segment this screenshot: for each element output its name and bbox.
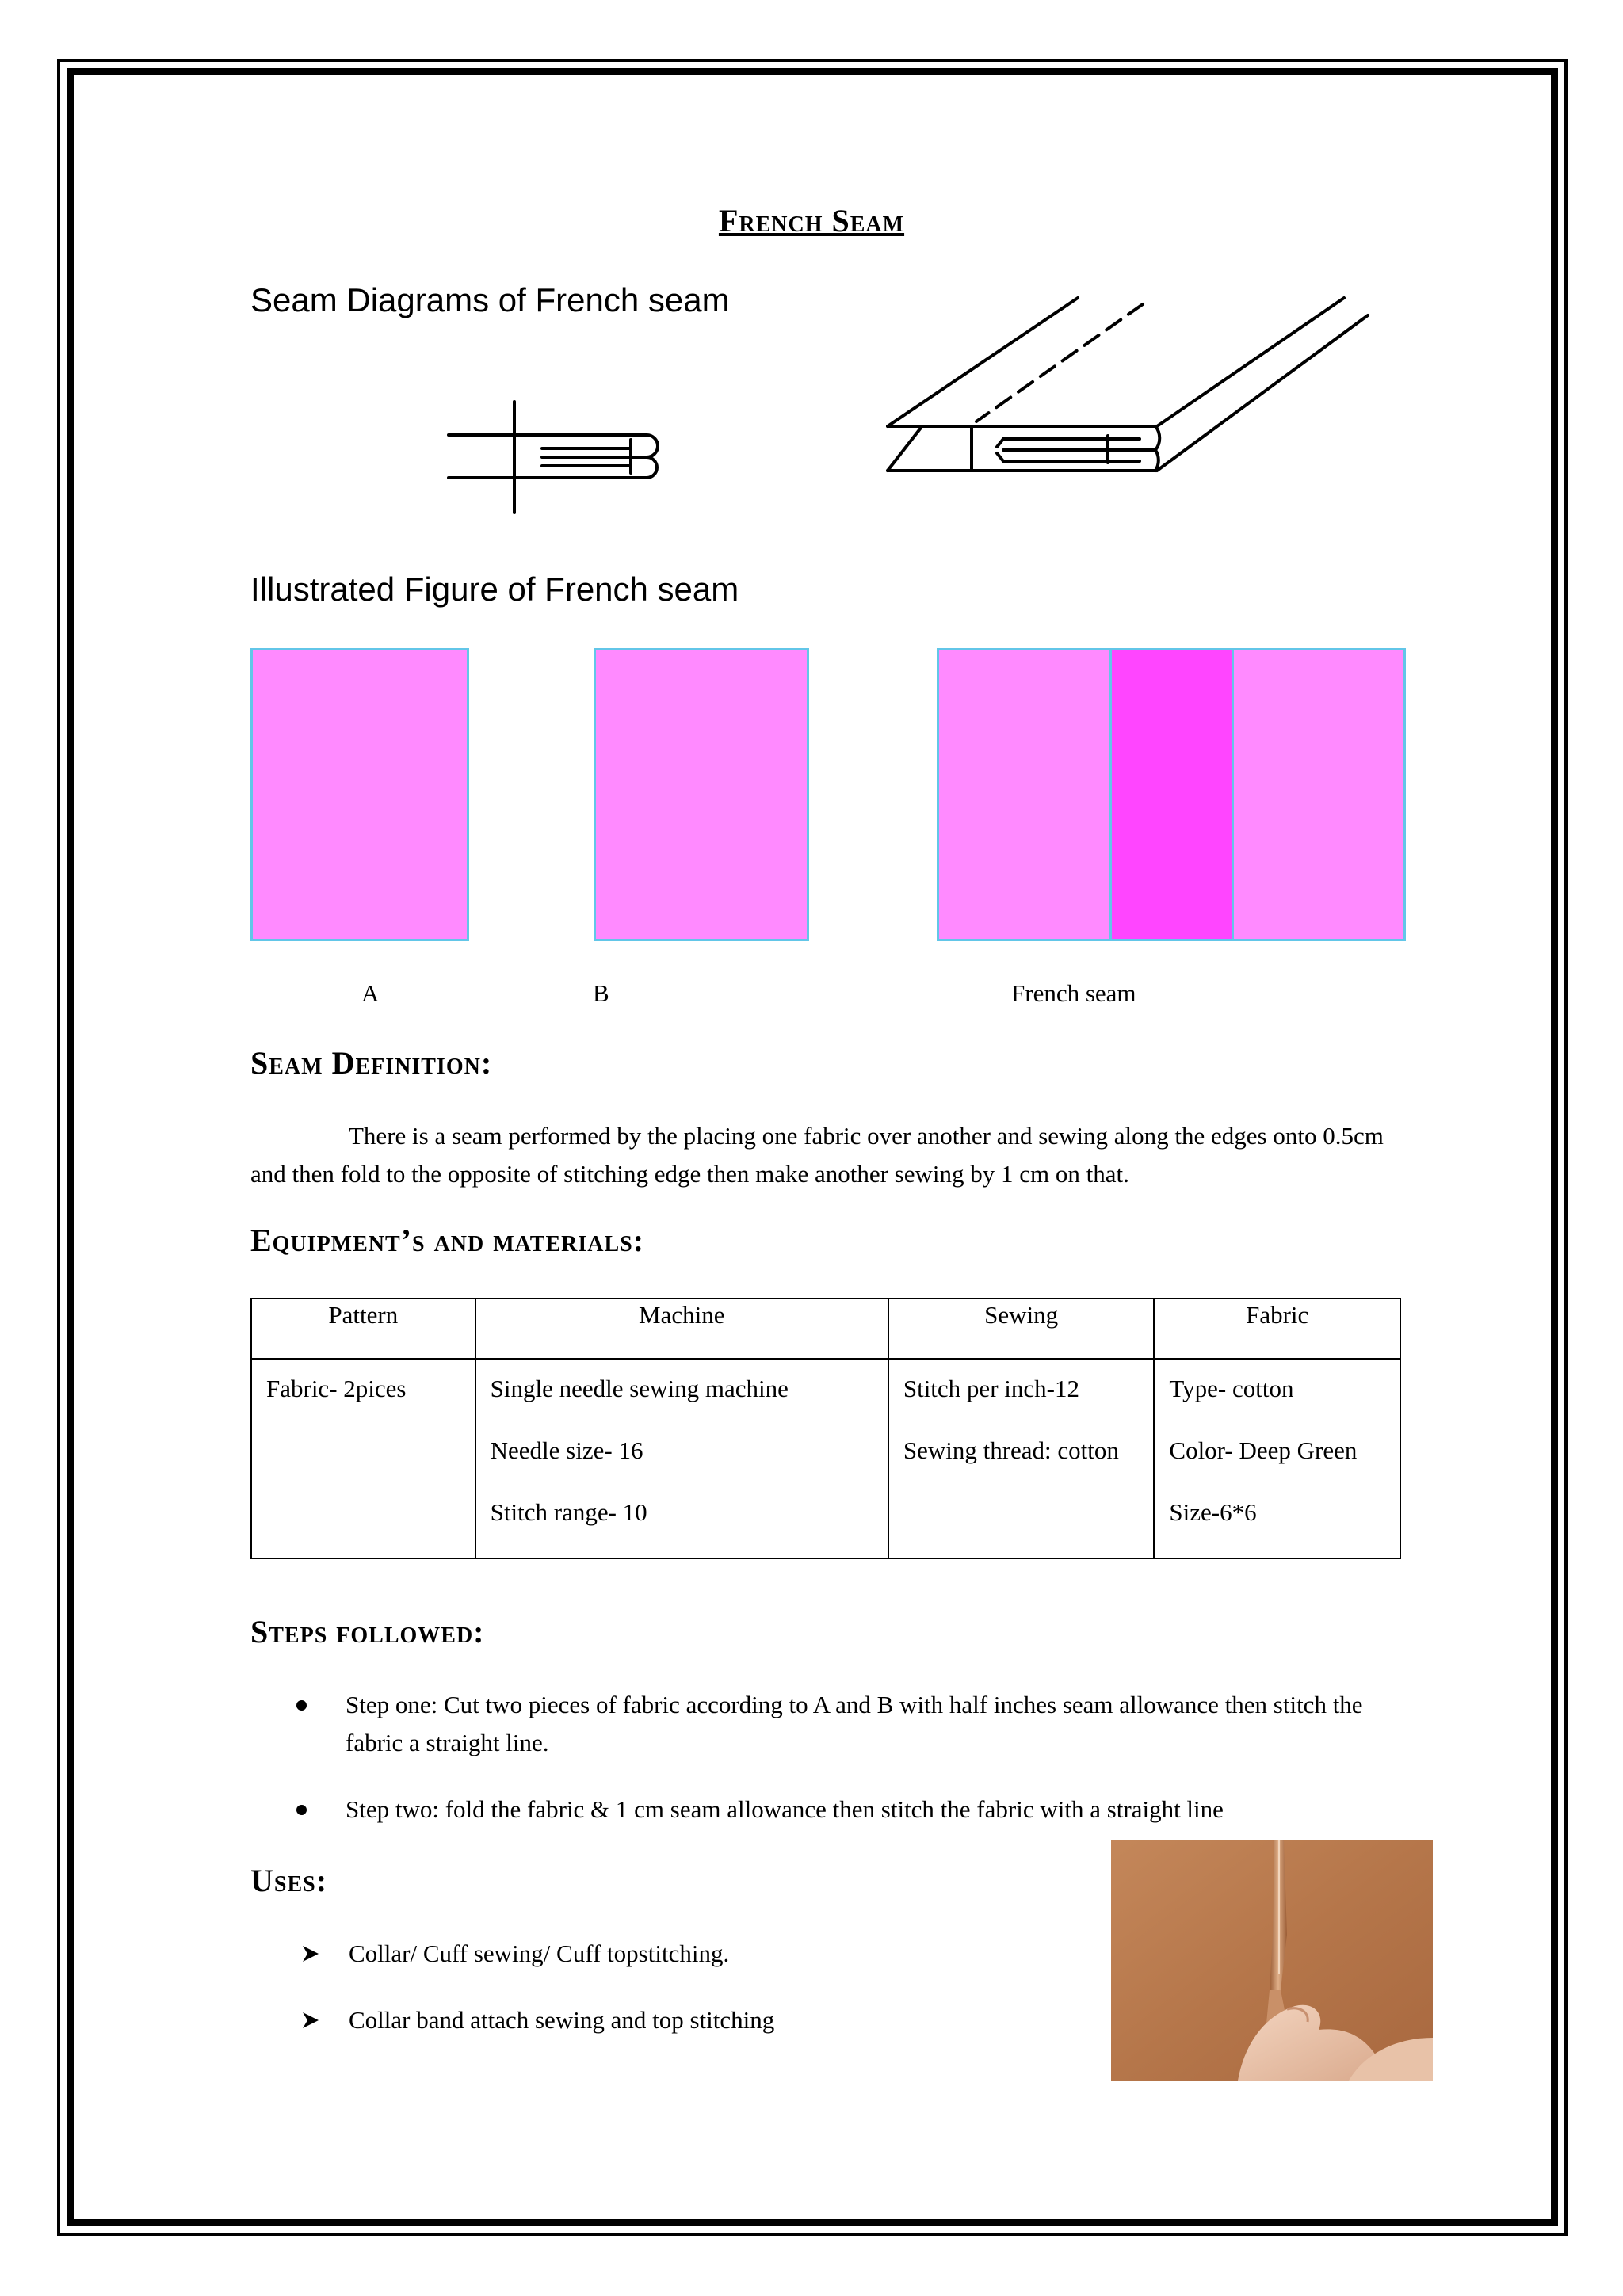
fabric-value: Size-6*6	[1169, 1498, 1257, 1526]
table-header-cell: Sewing	[888, 1299, 1155, 1359]
uses-heading: Uses:	[250, 1863, 328, 1898]
french-seam-fold-strip	[1109, 648, 1234, 941]
sewing-value: Stitch per inch-12	[903, 1375, 1079, 1402]
seam-definition-heading: Seam Definition:	[250, 1045, 493, 1081]
bullet-icon	[296, 1805, 307, 1815]
table-header-cell: Pattern	[251, 1299, 475, 1359]
arrowhead-right-icon	[301, 2011, 320, 2030]
equipment-table	[250, 1298, 1401, 1559]
bullet-icon	[296, 1700, 307, 1711]
machine-value: Stitch range- 10	[490, 1498, 647, 1526]
caption-a: A	[361, 979, 380, 1007]
page-title: French Seam	[718, 203, 905, 238]
caption-b: B	[593, 979, 609, 1007]
seam-perspective-diagram	[886, 295, 1377, 477]
step-item: Step one: Cut two pieces of fabric according to A and B with half inches seam allowance then stitch the fabric a straight line.	[346, 1691, 1363, 1756]
use-item: Collar band attach sewing and top stitching	[349, 2006, 775, 2034]
fabric-value: Color- Deep Green	[1169, 1436, 1358, 1464]
table-row	[251, 1359, 1400, 1558]
french-seam-photo-image	[1111, 1840, 1433, 2081]
arrowhead-right-icon	[301, 1944, 320, 1963]
table-header-cell: Machine	[475, 1299, 888, 1359]
seam-cross-section-diagram	[444, 400, 682, 517]
fabric-panel-a	[250, 648, 469, 941]
seam-diagrams-heading: Seam Diagrams of French seam	[250, 281, 730, 318]
sewing-cell	[888, 1359, 1155, 1558]
fabric-panel-b	[594, 648, 809, 941]
caption-french-seam: French seam	[1011, 979, 1136, 1007]
step-item: Step two: fold the fabric & 1 cm seam allowance then stitch the fabric with a straight line	[346, 1795, 1224, 1823]
sewing-value: Sewing thread: cotton	[903, 1436, 1119, 1464]
use-item: Collar/ Cuff sewing/ Cuff topstitching.	[349, 1939, 730, 1967]
equipment-heading: Equipment’s and materials:	[250, 1222, 645, 1258]
steps-heading: Steps followed:	[250, 1614, 485, 1650]
machine-value: Needle size- 16	[490, 1436, 643, 1464]
table-header-cell: Fabric	[1154, 1299, 1400, 1359]
machine-cell	[475, 1359, 888, 1558]
french-seam-photo	[1111, 1840, 1433, 2081]
pattern-value: Fabric- 2pices	[266, 1375, 407, 1402]
machine-value: Single needle sewing machine	[490, 1375, 789, 1402]
pattern-cell	[251, 1359, 475, 1558]
table-header-row	[251, 1299, 1400, 1359]
fabric-cell	[1154, 1359, 1400, 1558]
fabric-value: Type- cotton	[1169, 1375, 1294, 1402]
illustrated-figure-heading: Illustrated Figure of French seam	[250, 570, 739, 608]
seam-definition-text: There is a seam performed by the placing one fabric over another and sewing along the edges onto 0.5cm and then fold to the opposite of stitching edge then make another sewing by 1 cm on that.	[250, 1122, 1384, 1188]
